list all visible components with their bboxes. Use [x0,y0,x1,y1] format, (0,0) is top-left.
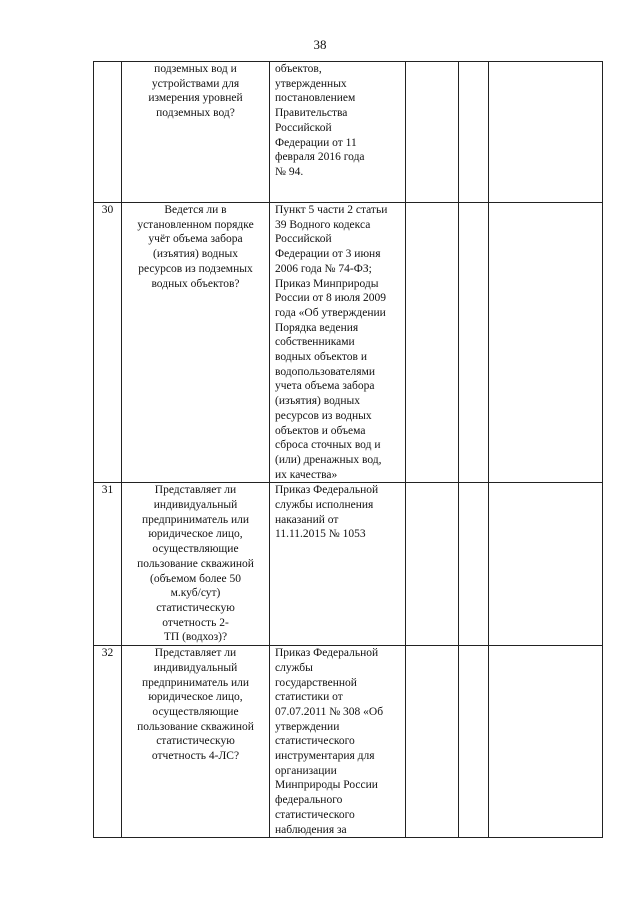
reference-line: Правительства [275,107,348,120]
question-line: водных объектов? [151,277,240,290]
reference-line: службы исполнения [275,499,374,512]
reference-line: России от 8 июля 2009 [275,292,387,305]
reference-line: государственной [275,676,357,689]
requirements-table [93,61,603,838]
answer-no-cell [459,483,489,646]
reference-line: статистики от [275,691,343,704]
question-line: статистическую [156,735,235,748]
table-row [94,483,603,646]
question-line: ТП (водхоз)? [163,631,228,644]
reference-line: статистического [275,808,355,821]
reference-line: их качества» [275,468,338,481]
reference-line: организации [275,764,337,777]
question-line: осуществляющие [152,543,239,556]
question-line: (объемом более 50 [150,572,241,585]
reference-line: № 94. [275,165,304,178]
question-line: Представляет ли [154,647,237,660]
reference-line: инструментария для [275,750,375,763]
question-cell [122,62,270,203]
table-row [94,646,603,838]
question-line: подземных вод и [154,63,237,75]
reference-line: Пункт 5 части 2 статьи [275,204,388,216]
answer-no-cell [459,203,489,483]
reference-line: февраля 2016 года [275,151,365,164]
row-number: 31 [94,483,122,646]
reference-line: (или) дренажных вод, [275,453,382,466]
answer-yes-cell [406,62,459,203]
question-cell [122,483,270,646]
question-line: юридическое лицо, [148,691,243,704]
table-row [94,62,603,203]
reference-line: водопользователями [275,365,376,378]
question-line: м.куб/сут) [170,587,221,600]
reference-line: Российской [275,233,332,246]
reference-line: наблюдения за [275,823,347,836]
legal-reference-cell [270,646,406,838]
reference-line: Российской [275,121,332,134]
comment-cell [489,203,603,483]
reference-line: службы [275,661,313,674]
question-line: предприниматель или [141,513,250,526]
reference-line: 39 Водного кодекса [275,218,371,231]
reference-line: статистического [275,735,355,748]
answer-no-cell [459,646,489,838]
reference-line: утвержденных [275,77,347,90]
legal-reference-cell [270,62,406,203]
reference-line: Минприроды России [275,779,378,792]
reference-line: Приказ Федеральной [275,647,379,660]
question-line: устройствами для [151,77,240,90]
reference-line: 07.07.2011 № 308 «Об [275,705,384,718]
reference-line: учета объема забора [275,380,375,393]
comment-cell [489,646,603,838]
reference-line: утверждении [275,720,340,733]
reference-line: 11.11.2015 № 1053 [275,528,366,541]
question-line: ресурсов из подземных [138,262,253,275]
reference-line: федерального [275,794,343,807]
row-number: 30 [94,203,122,483]
question-line: установленном порядке [137,218,254,231]
reference-line: Приказ Минприроды [275,277,379,290]
reference-line: ресурсов из водных [275,409,372,422]
question-line: Представляет ли [154,484,237,497]
reference-line: водных объектов и [275,351,368,364]
question-line: предприниматель или [141,676,250,689]
reference-line: Федерации от 3 июня [275,248,381,261]
answer-yes-cell [406,646,459,838]
question-line: отчетность 2- [162,616,229,629]
question-cell [122,646,270,838]
question-line: отчетность 4-ЛС? [151,750,240,763]
reference-line: Федерации от 11 [275,136,357,149]
answer-yes-cell [406,203,459,483]
answer-yes-cell [406,483,459,646]
question-line: (изъятия) водных [153,248,238,261]
row-number [94,62,122,203]
answer-no-cell [459,62,489,203]
reference-line: сброса сточных вод и [275,439,381,452]
reference-line: собственниками [275,336,355,349]
reference-line: объектов, [275,63,322,75]
reference-line: объектов и объема [275,424,366,437]
reference-line: наказаний от [275,513,339,526]
reference-line: года «Об утверждении [275,306,386,319]
question-line: пользование скважиной [137,720,254,733]
page-number: 38 [313,37,327,52]
reference-line: (изъятия) водных [275,395,360,408]
question-line: индивидуальный [153,499,238,512]
reference-line: Порядка ведения [275,321,359,334]
question-line: осуществляющие [152,705,239,718]
reference-line: постановлением [275,92,356,105]
question-line: учёт объема забора [148,233,243,246]
table-row [94,203,603,483]
legal-reference-cell [270,483,406,646]
row-number: 32 [94,646,122,838]
reference-line: Приказ Федеральной [275,484,379,497]
legal-reference-cell [270,203,406,483]
question-line: Ведется ли в [164,204,227,216]
question-line: юридическое лицо, [148,528,243,541]
question-line: пользование скважиной [137,557,254,570]
reference-line: 2006 года № 74-ФЗ; [275,262,372,275]
question-cell [122,203,270,483]
question-line: индивидуальный [153,661,238,674]
comment-cell [489,62,603,203]
question-line: подземных вод? [156,107,235,120]
question-line: статистическую [156,601,235,614]
question-line: измерения уровней [148,92,243,105]
comment-cell [489,483,603,646]
